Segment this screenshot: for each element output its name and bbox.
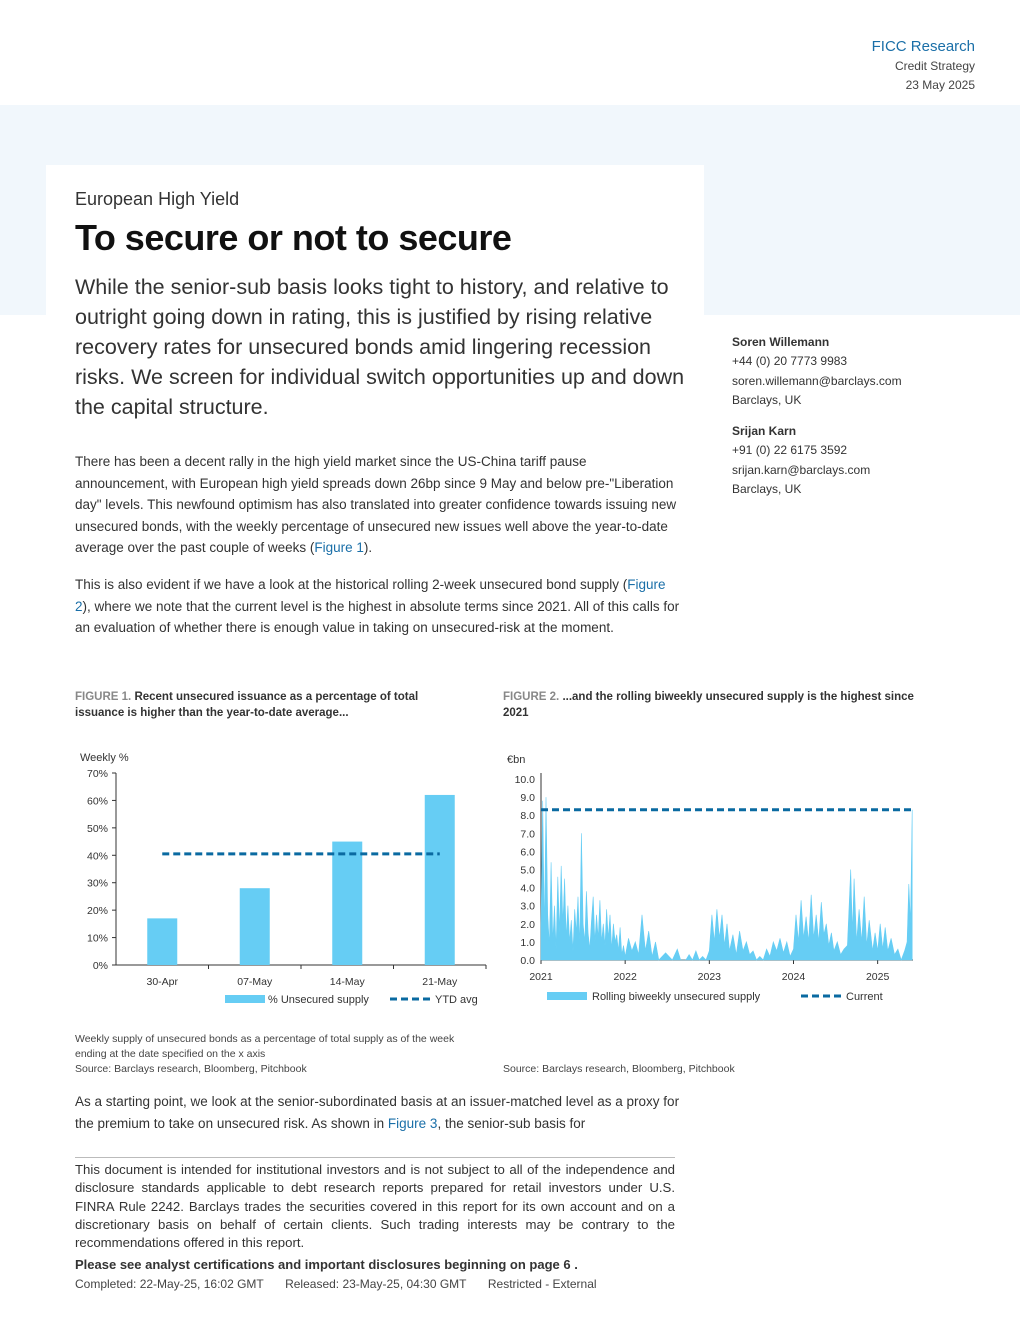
author-phone: +91 (0) 22 6175 3592 — [732, 443, 848, 458]
paragraph-2 — [75, 574, 680, 639]
bar — [147, 918, 177, 965]
paragraph-text: ). — [363, 540, 373, 555]
paragraph-text: This is also evident if we have a look at the historical rolling 2-week unsecured bond supply ( — [75, 577, 628, 592]
x-tick-label: 07-May — [237, 976, 273, 988]
figure-2-caption-text: ...and the rolling biweekly unsecured supply is the highest since 2021 — [503, 691, 914, 719]
x-tick-label: 14-May — [329, 976, 365, 988]
figure-3-link[interactable]: Figure 3 — [387, 1115, 438, 1131]
y-axis-label: Weekly % — [80, 752, 129, 764]
y-tick-label: 1.0 — [520, 936, 535, 949]
lede-summary: While the senior-sub basis looks tight to history, and relative to outright going down in rating, this is justified by rising relative recovery rates for unsecured bonds amid lingering recession risks. We screen for individual switch opportunities up and down the capital structure. — [75, 275, 685, 419]
report-date: 23 May 2025 — [905, 78, 975, 92]
author-location: Barclays, UK — [732, 392, 802, 407]
y-tick-label: 8.0 — [520, 810, 535, 823]
author-name: Soren Willemann — [732, 335, 830, 349]
author-email[interactable]: soren.willemann@barclays.com — [732, 373, 902, 388]
x-tick-label: 2023 — [697, 971, 722, 983]
y-tick-label: 10.0 — [514, 774, 535, 786]
legend-label: Current — [846, 991, 883, 1003]
y-tick-label: 10% — [86, 932, 108, 945]
area-series — [541, 797, 912, 960]
y-tick-label: 40% — [86, 850, 108, 863]
classification: Restricted - External — [487, 1277, 597, 1291]
y-tick-label: 50% — [86, 822, 108, 835]
bar — [425, 795, 455, 965]
figure-1-caption — [75, 689, 465, 721]
x-tick-label: 30-Apr — [146, 976, 179, 988]
disclaimer: This document is intended for institutional investors and is not subject to all of the independence and disclosure standards applicable to debt research reports prepared for retail investors under U.S. FINRA Rule 2242. Barclays trades the securities covered in this report for its own account and on a discretionary basis on behalf of certain clients. Such trading interests may be contrary to the recommendations offered in this report. — [75, 1157, 675, 1252]
x-tick-label: 21-May — [422, 976, 458, 988]
y-tick-label: 9.0 — [520, 792, 535, 805]
figure-2-chart — [495, 745, 925, 1010]
y-tick-label: 0% — [92, 960, 108, 972]
figure-2-source: Source: Barclays research, Bloomberg, Pitchbook — [503, 1063, 735, 1075]
x-tick-label: 2021 — [529, 971, 553, 983]
figure-1-caption-text: Recent unsecured issuance as a percentage of total issuance is higher than the year-to-date average... — [75, 691, 419, 719]
y-tick-label: 3.0 — [520, 900, 535, 913]
figure-2-caption — [503, 689, 923, 721]
author-email[interactable]: srijan.karn@barclays.com — [732, 462, 871, 477]
paragraph-1 — [75, 451, 680, 559]
legend-swatch-bar — [225, 995, 265, 1003]
bar — [240, 888, 270, 965]
legend-swatch-area — [547, 992, 587, 1000]
y-tick-label: 5.0 — [520, 864, 535, 877]
paragraph-text: As a starting point, we look at the senior-subordinated basis at an issuer-matched level as a proxy for the premium to take on unsecured risk. As shown in — [75, 1094, 680, 1131]
paragraph-3 — [75, 1091, 680, 1134]
released-time: Released: 23-May-25, 04:30 GMT — [285, 1277, 467, 1291]
y-tick-label: 30% — [86, 877, 108, 890]
report-header — [872, 37, 975, 95]
figure-1-note: Weekly supply of unsecured bonds as a percentage of total supply as of the week ending at the date specified on the x axis — [75, 1033, 455, 1060]
legend-label: YTD avg — [435, 994, 478, 1006]
author-block — [732, 333, 902, 499]
paragraph-text: ), where we note that the current level is the highest in absolute terms since 2021. All of this calls for an evaluation of whether there is enough value in taking on unsecured-risk at the moment. — [75, 598, 680, 635]
figure-2-label: FIGURE 2. — [503, 691, 560, 703]
figure-1-source: Source: Barclays research, Bloomberg, Pitchbook — [75, 1063, 307, 1075]
figure-2-link[interactable]: Figure 2 — [75, 577, 666, 614]
y-tick-label: 60% — [86, 795, 108, 808]
x-tick-label: 2024 — [781, 971, 806, 983]
disclosure-notice: Please see analyst certifications and important disclosures beginning on page 6 . — [75, 1257, 578, 1272]
department-label: FICC Research — [871, 38, 975, 55]
bar — [332, 842, 362, 965]
paragraph-text: There has been a decent rally in the high yield market since the US-China tariff pause announcement, with European high yield spreads down 26bp since 9 May and below pre-"Liberation day" levels. This newfound optimism has also translated into greater confidence towards issuing new unsecured bonds, with the weekly percentage of unsecured new issues well above the year-to-date average over the past couple of weeks ( — [75, 454, 677, 555]
y-tick-label: 4.0 — [520, 882, 535, 895]
y-tick-label: 20% — [86, 905, 108, 918]
y-tick-label: 0.0 — [520, 955, 535, 967]
author-name: Srijan Karn — [732, 424, 797, 439]
page-title: To secure or not to secure — [75, 217, 512, 258]
paragraph-text: , the senior-sub basis for — [437, 1115, 586, 1131]
strategy-label: Credit Strategy — [894, 59, 975, 73]
completed-time: Completed: 22-May-25, 16:02 GMT — [75, 1277, 264, 1291]
y-tick-label: 6.0 — [520, 846, 535, 859]
footer — [75, 1277, 615, 1291]
series-title: European High Yield — [75, 189, 240, 209]
author-phone: +44 (0) 20 7773 9983 — [732, 354, 848, 369]
x-tick-label: 2022 — [613, 971, 637, 983]
y-tick-label: 2.0 — [520, 918, 535, 931]
author-location: Barclays, UK — [732, 482, 802, 497]
x-tick-label: 2025 — [865, 971, 890, 983]
figure-1-chart — [70, 745, 495, 1015]
y-tick-label: 7.0 — [520, 828, 535, 841]
figure-1-label: FIGURE 1. — [75, 691, 132, 703]
y-tick-label: 70% — [86, 768, 108, 780]
y-axis-label: €bn — [507, 754, 526, 766]
legend-label: % Unsecured supply — [268, 994, 369, 1006]
figure-1-link[interactable]: Figure 1 — [314, 540, 364, 555]
legend-label: Rolling biweekly unsecured supply — [592, 991, 761, 1003]
